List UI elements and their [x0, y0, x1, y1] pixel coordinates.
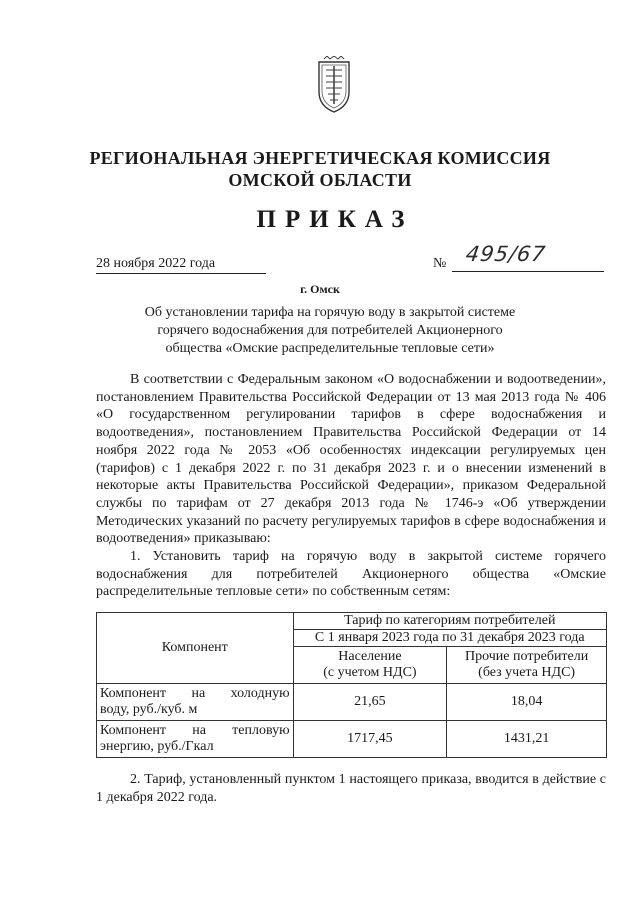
other-value: 18,04 [447, 684, 607, 721]
component-line: воду, руб./куб. м [100, 702, 198, 717]
document-title: ПРИКАЗ [256, 206, 414, 233]
city: г. Омск [300, 282, 340, 296]
component-line: энергию, руб./Гкал [100, 739, 214, 754]
item-2 [96, 771, 606, 806]
population-value: 1717,45 [293, 721, 447, 758]
component-line: Компонент на тепловую [100, 723, 290, 738]
order-date: 28 ноября 2022 года [96, 256, 266, 274]
header-period: С 1 января 2023 года по 31 декабря 2023 года [293, 630, 606, 647]
table-row [97, 684, 607, 721]
tariff-table [96, 612, 607, 758]
header-other-line: Прочие потребители [465, 649, 589, 664]
component-cell [97, 684, 294, 721]
subject-line: Об установлении тарифа на горячую воду в закрытой системе [144, 305, 516, 320]
order-number-handwritten: 495/67 [464, 242, 548, 266]
order-subject [120, 304, 540, 358]
table-header-row [97, 613, 607, 630]
item-2-paragraph: 2. Тариф, установленный пунктом 1 настоящего приказа, вводится в действие с 1 декабря 2022 года. [96, 772, 606, 805]
header-population [293, 647, 447, 684]
header-population-note: (с учетом НДС) [323, 665, 417, 680]
table-row [97, 721, 607, 758]
subject-line: общества «Омские распределительные тепловые сети» [165, 341, 495, 356]
order-number-line [452, 271, 604, 272]
order-number-label: № [433, 256, 447, 271]
component-cell [97, 721, 294, 758]
coat-of-arms-emblem [316, 56, 352, 114]
population-value: 21,65 [293, 684, 447, 721]
component-line: Компонент на холодную [100, 686, 290, 701]
header-group: Тариф по категориям потребителей [293, 613, 606, 630]
subject-line: горячего водоснабжения для потребителей Акционерного [157, 323, 503, 338]
header-population-line: Население [338, 649, 402, 664]
organization-name-line1: РЕГИОНАЛЬНАЯ ЭНЕРГЕТИЧЕСКАЯ КОМИССИЯ [89, 148, 551, 168]
header-other [447, 647, 607, 684]
header-other-note: (без учета НДС) [478, 665, 576, 680]
other-value: 1431,21 [447, 721, 607, 758]
organization-name-line2: ОМСКОЙ ОБЛАСТИ [228, 170, 412, 190]
preamble-paragraph: В соответствии с Федеральным законом «О водоснабжении и водоотведении», постановлением Правительства Российской Федерации от 13 мая 2013 года № 406 «О государственном регулировании тарифов в сфере водоснабжения и водоотведения», постановлением Правительства Российской Федерации от 14 ноября 2022 года № 2053 «Об особенностях индексации регулируемых цен (тарифов) с 1 декабря 2022 г. по 31 декабря 2023 г. и о внесении изменений в некоторые акты Правительства Российской Федерации», приказом Федеральной службы по тарифам от 27 декабря 2013 года № 1746-э «Об утверждении Методических указаний по расчету регулируемых тарифов в сфере водоснабжения и водоотведения» приказываю: [96, 372, 606, 547]
header-component: Компонент [97, 613, 294, 684]
order-body [96, 371, 606, 601]
item-1-paragraph: 1. Установить тариф на горячую воду в закрытой системе горячего водоснабжения для потребителей Акционерного общества «Омские распределительные тепловые сети» по собственным сетям: [96, 549, 606, 600]
